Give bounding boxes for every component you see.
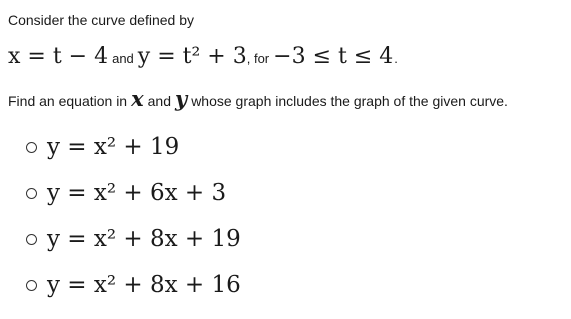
intro-text: Consider the curve defined by <box>8 12 194 28</box>
y-equation: y = t² + 3 <box>137 44 247 69</box>
question-text <box>8 86 508 111</box>
t-range: −3 ≤ t ≤ 4 <box>273 44 394 69</box>
period-text: . <box>394 51 398 66</box>
x-equation: x = t − 4 <box>8 44 109 69</box>
and-text: and <box>112 51 134 66</box>
question-and: and <box>147 93 171 109</box>
option-label: y = x² + 8x + 19 <box>47 226 241 252</box>
var-y: y <box>174 86 188 111</box>
option-label: y = x² + 8x + 16 <box>47 272 241 298</box>
answer-options <box>26 124 241 308</box>
answer-option-4[interactable] <box>26 262 241 308</box>
question-suffix: whose graph includes the graph of the given curve. <box>191 93 508 109</box>
option-label: y = x² + 19 <box>47 134 180 160</box>
answer-option-2[interactable] <box>26 170 241 216</box>
curve-definition <box>8 44 402 69</box>
question-prefix: Find an equation in <box>8 93 128 109</box>
option-label: y = x² + 6x + 3 <box>47 180 227 206</box>
for-text: , for <box>246 51 270 66</box>
answer-option-3[interactable] <box>26 216 241 262</box>
var-x: x <box>131 86 144 111</box>
radio-button[interactable] <box>26 234 37 245</box>
answer-option-1[interactable] <box>26 124 241 170</box>
radio-button[interactable] <box>26 280 37 291</box>
radio-button[interactable] <box>26 142 37 153</box>
radio-button[interactable] <box>26 188 37 199</box>
